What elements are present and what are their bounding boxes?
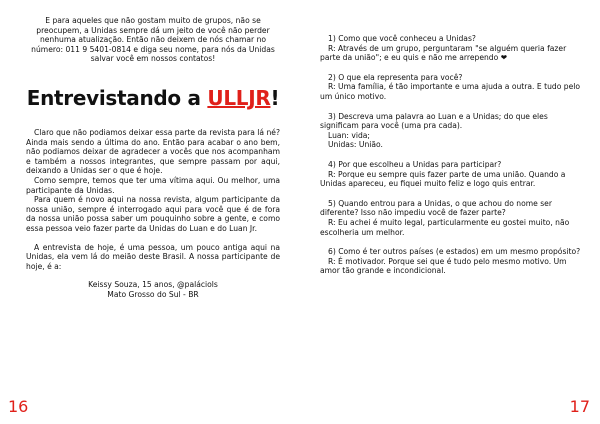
answer-5: R: Eu achei é muito legal, particularmente eu gostei muito, não escolheria um melhor. <box>320 217 570 237</box>
qa-item-2 <box>320 73 582 102</box>
qa-item-3 <box>320 112 582 150</box>
qa-item-6 <box>320 247 582 276</box>
interview-headline <box>26 86 280 110</box>
headline-suffix: ! <box>270 85 280 110</box>
answer-2: R: Uma família, é tão importante e uma ajuda a outra. E tudo pelo um único motivo. <box>320 82 581 101</box>
body-paragraph-3: Para quem é novo aqui na nossa revista, algum participante da nossa união, sempre é interrogado aqui para você que é de fora da nossa união possa saber um pouquinho sobre a gente, e como essa pessoa veio fazer parte da Unidas do Luan e do Luan Jr. <box>26 195 280 233</box>
answer-6: R: É motivador. Porque sei que é tudo pelo mesmo motivo. Um amor tão grande e incondicional. <box>320 256 567 276</box>
question-1: 1) Como que você conheceu a Unidas? <box>328 34 476 43</box>
qa-item-1 <box>320 34 582 63</box>
page-number-left: 16 <box>8 397 29 416</box>
intro-paragraph: E para aqueles que não gostam muito de grupos, não se preocupem, a Unidas sempre dá um jeito de você não perder nenhuma atualização. Então não deixem de nós chamar no número: 011 9 5401-0814 e diga seu nome, para nós da Unidas salvar você em nossos contatos! <box>31 16 275 64</box>
qa-item-4 <box>320 160 582 189</box>
participant-location: Mato Grosso do Sul - BR <box>107 290 199 300</box>
page-number-right: 17 <box>569 397 590 416</box>
body-paragraph-2: Como sempre, temos que ter uma vítima aqui. Ou melhor, uma participante da Unidas. <box>26 175 280 195</box>
body-paragraph-1: Claro que não podiamos deixar essa parte da revista para lá né? Ainda mais sendo a última do ano. Então para acabar o ano bem, não podiamos deixar de agradecer a vocês que nos acompanham e também a nossos integrantes, que sempre passam por aqui, deixando a Unidas ser o que é hoje. <box>26 127 280 176</box>
question-5: 5) Quando entrou para a Unidas, o que achou do nome ser diferente? Isso não impediu você de fazer parte? <box>320 198 552 218</box>
answer-3-luan: Luan: vida; <box>328 130 370 140</box>
question-4: 4) Por que escolheu a Unidas para participar? <box>328 159 502 169</box>
question-6: 6) Como é ter outros países (e estados) em um mesmo propósito? <box>328 247 581 257</box>
answer-4: R: Porque eu sempre quis fazer parte de uma união. Quando a Unidas apareceu, eu fiquei muito feliz e logo quis entrar. <box>320 169 566 189</box>
answer-1: R: Através de um grupo, perguntaram "se alguém queria fazer parte da união"; e eu quis e não me arrependo ❤ <box>320 43 567 63</box>
qa-item-5 <box>320 199 582 237</box>
headline-brand: ULLJR <box>207 85 271 110</box>
body-paragraph-4: A entrevista de hoje, é uma pessoa, um pouco antiga aqui na Unidas, ela vem lá do meião deste Brasil. A nossa participante de hoje, é a: <box>26 242 280 271</box>
right-page <box>300 0 600 424</box>
participant-name: Keissy Souza, 15 anos, @paláciols <box>88 280 218 290</box>
question-2: 2) O que ela representa para você? <box>328 72 463 82</box>
headline-prefix: Entrevistando a <box>26 85 208 110</box>
answer-3-unidas: Unidas: União. <box>328 140 383 150</box>
question-3: 3) Descreva uma palavra ao Luan e a Unidas; do que eles significam para você (uma pra cada). <box>320 111 548 131</box>
